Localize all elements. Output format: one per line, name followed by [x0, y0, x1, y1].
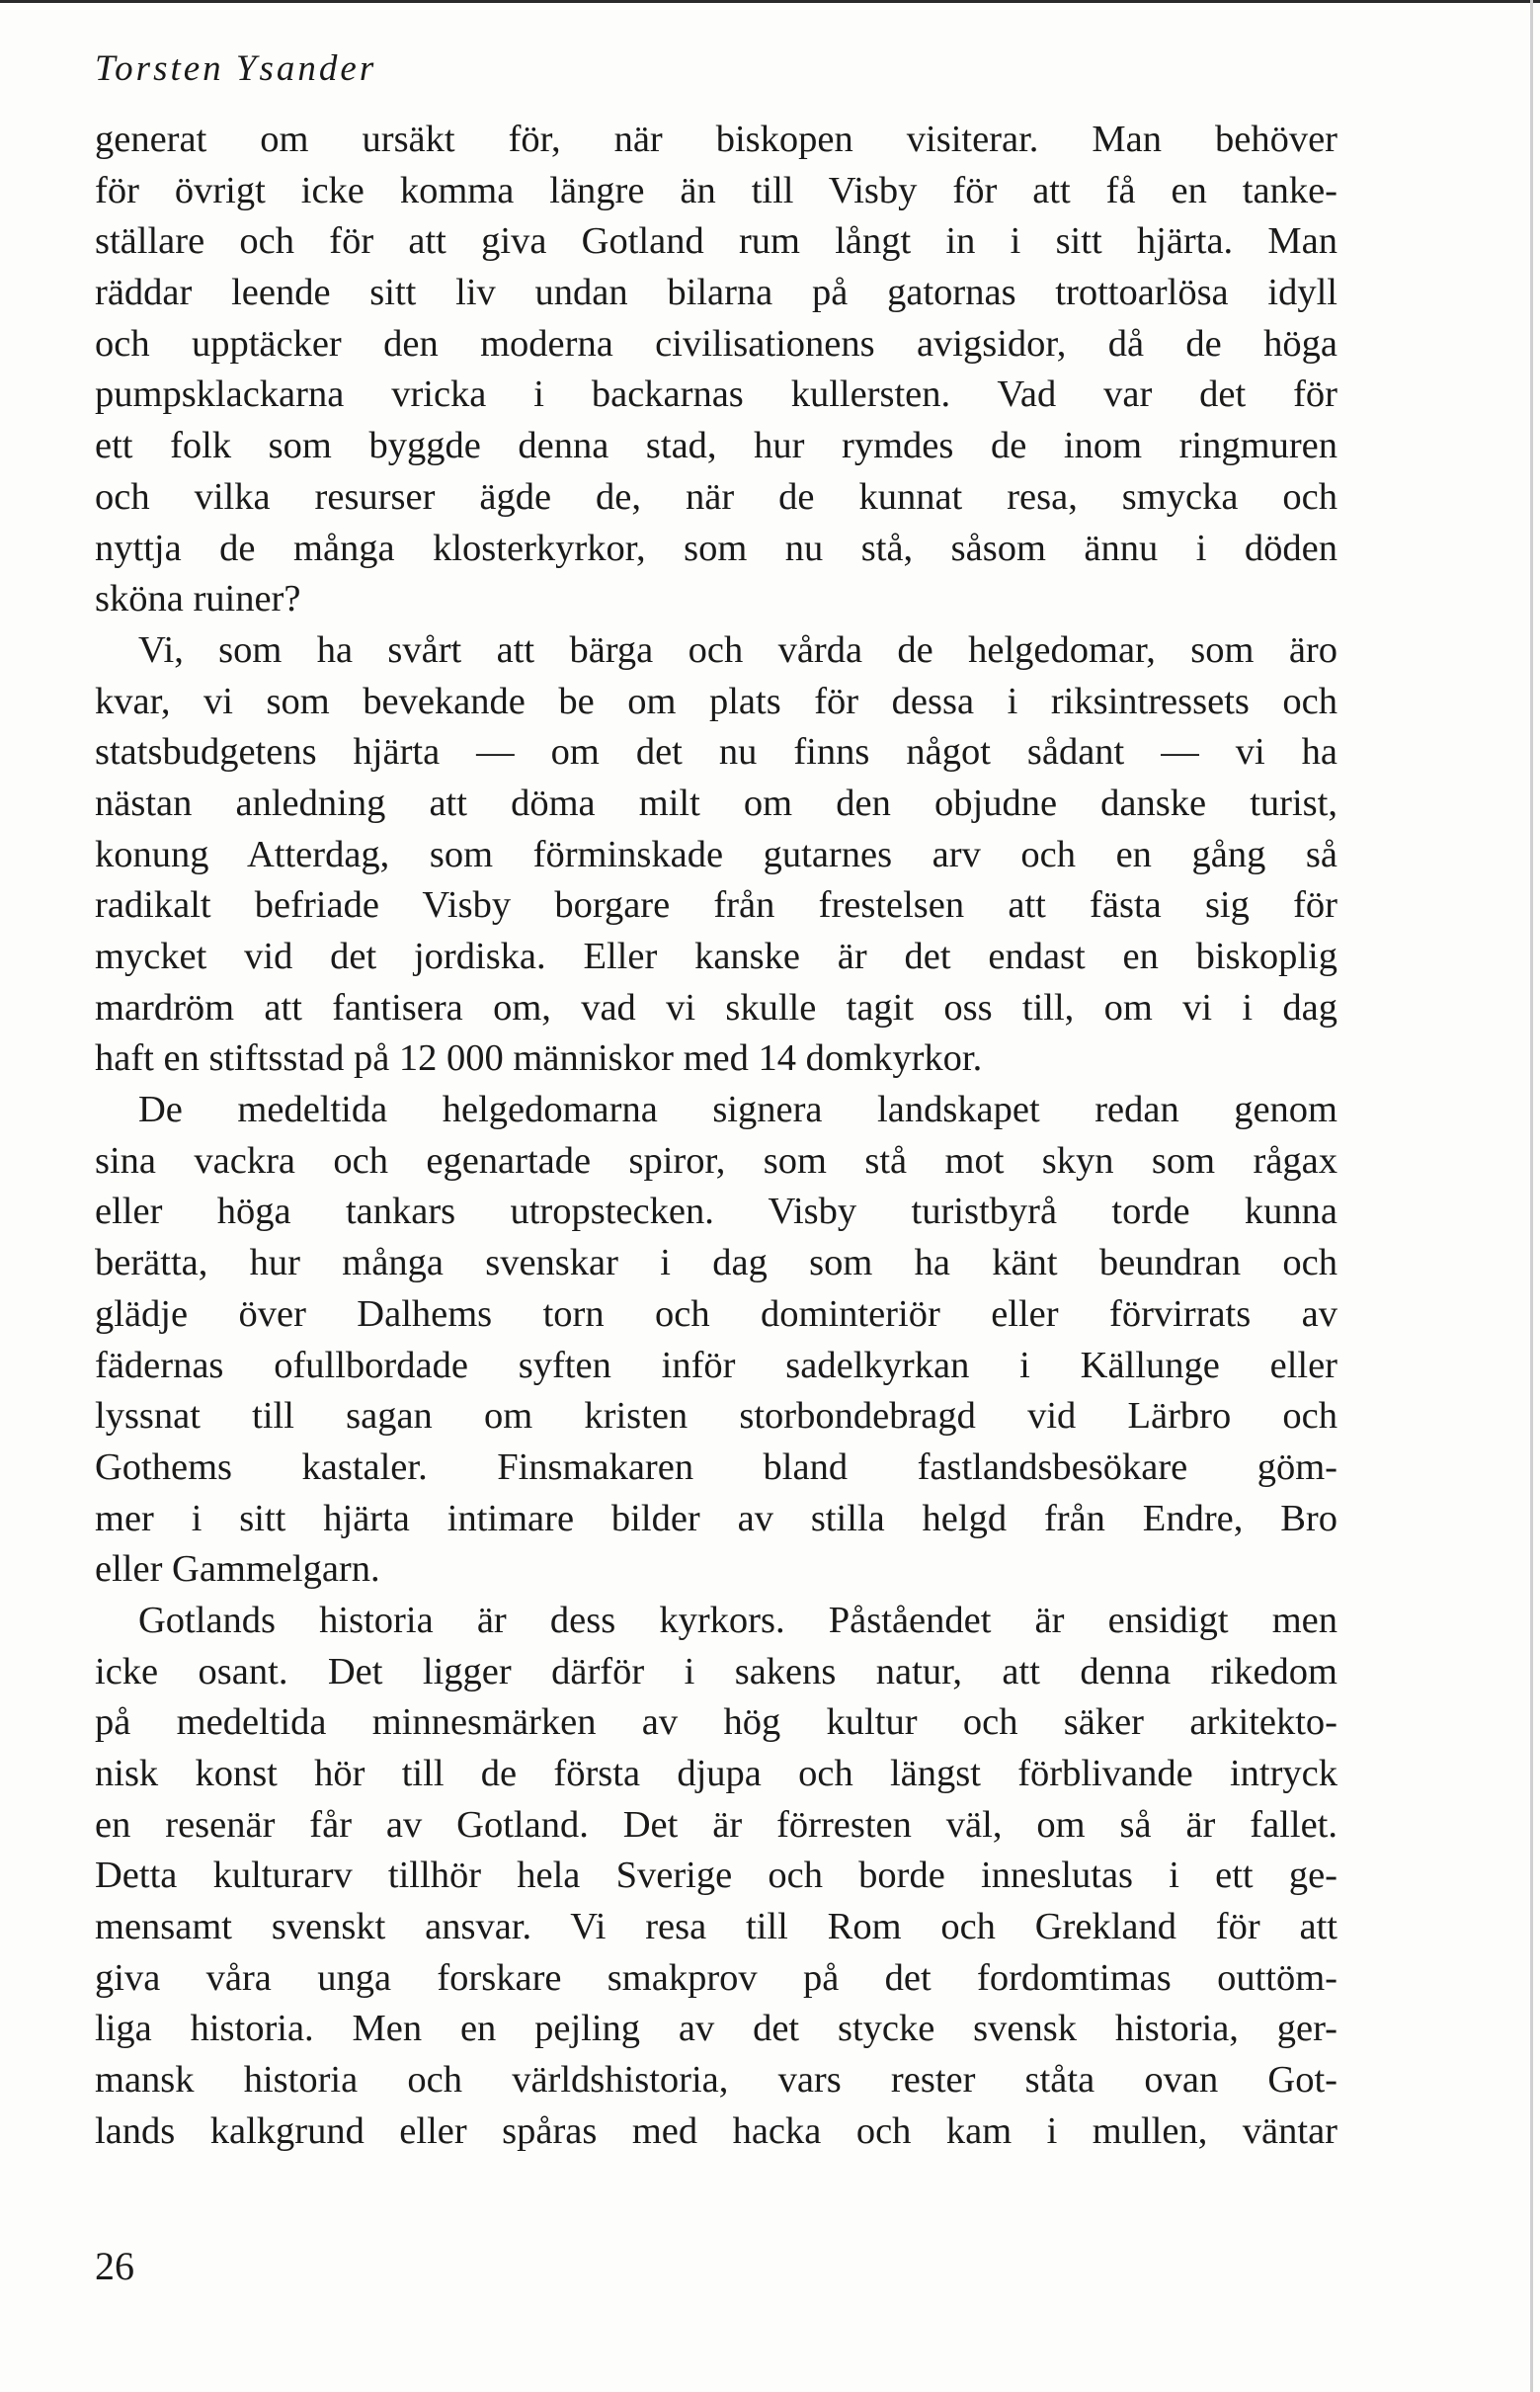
text-line: haft en stiftsstad på 12 000 människor med 14 domkyrkor. [95, 1037, 983, 1080]
page-edge [1530, 0, 1533, 2392]
text-line: kvar, vi som bevekande be om plats för dessa i riksintressets och [95, 680, 1337, 722]
text-line: lands kalkgrund eller spåras med hacka och kam i mullen, väntar [95, 2109, 1337, 2152]
text-line: De medeltida helgedomarna signera landskapet redan genom [138, 1089, 1337, 1131]
text-line: mardröm att fantisera om, vad vi skulle tagit oss till, om vi i dag [95, 986, 1337, 1029]
text-line: på medeltida minnesmärken av hög kultur och säker arkitekto- [95, 1701, 1337, 1744]
text-line: giva våra unga forskare smakprov på det fordomtimas outtöm- [95, 1956, 1337, 1999]
text-line: pumpsklackarna vricka i backarnas kullersten. Vad var det för [95, 373, 1337, 416]
page-number: 26 [95, 2244, 134, 2288]
body-text [95, 115, 1337, 2158]
text-line: nisk konst hör till de första djupa och längst förblivande intryck [95, 1753, 1337, 1794]
text-line: nästan anledning att döma milt om den objudne danske turist, [95, 782, 1337, 824]
text-line: nyttja de många klosterkyrkor, som nu stå, såsom ännu i döden [95, 527, 1337, 569]
text-line: mycket vid det jordiska. Eller kanske är det endast en biskoplig [95, 936, 1337, 977]
text-line: en resenär får av Gotland. Det är förresten väl, om så är fallet. [95, 1803, 1337, 1846]
text-line: ett folk som byggde denna stad, hur rymdes de inom ringmuren [95, 425, 1337, 467]
text-line: sina vackra och egenartade spiror, som stå mot skyn som rågax [95, 1139, 1337, 1182]
text-line: mensamt svenskt ansvar. Vi resa till Rom och Grekland för att [95, 1906, 1337, 1948]
paragraph [95, 1596, 1337, 2158]
text-line: berätta, hur många svenskar i dag som ha känt beundran och [95, 1242, 1337, 1284]
text-line: för övrigt icke komma längre än till Visby för att få en tanke- [95, 169, 1337, 211]
paragraph [95, 1085, 1337, 1596]
text-line: lyssnat till sagan om kristen storbondebragd vid Lärbro och [95, 1395, 1337, 1438]
text-line: fädernas ofullbordade syften inför sadelkyrkan i Källunge eller [95, 1344, 1337, 1386]
page-top-rule [0, 0, 1540, 3]
text-line: liga historia. Men en pejling av det stycke svensk historia, ger- [95, 2008, 1337, 2050]
text-line: och upptäcker den moderna civilisationens avigsidor, då de höga [95, 322, 1337, 365]
running-head-author: Torsten Ysander [95, 48, 377, 89]
paragraph [95, 115, 1337, 625]
text-line: Vi, som ha svårt att bärga och vårda de helgedomar, som äro [138, 628, 1337, 671]
text-line: Gotlands historia är dess kyrkors. Påståendet är ensidigt men [138, 1599, 1337, 1641]
text-line: konung Atterdag, som förminskade gutarnes arv och en gång så [95, 833, 1337, 875]
text-line: icke osant. Det ligger därför i sakens natur, att denna rikedom [95, 1650, 1337, 1692]
text-line: eller Gammelgarn. [95, 1548, 380, 1591]
text-line: Detta kulturarv tillhör hela Sverige och borde inneslutas i ett ge- [95, 1855, 1337, 1897]
text-line: ställare och för att giva Gotland rum långt in i sitt hjärta. Man [95, 220, 1337, 263]
text-line: räddar leende sitt liv undan bilarna på gatornas trottoarlösa idyll [95, 272, 1337, 314]
text-line: Gothems kastaler. Finsmakaren bland fastlandsbesökare göm- [95, 1445, 1337, 1488]
text-line: glädje över Dalhems torn och dominteriör eller förvirrats av [95, 1292, 1337, 1335]
text-line: mer i sitt hjärta intimare bilder av stilla helgd från Endre, Bro [95, 1497, 1337, 1539]
text-line: sköna ruiner? [95, 578, 301, 620]
paragraph [95, 625, 1337, 1085]
text-line: radikalt befriade Visby borgare från frestelsen att fästa sig för [95, 884, 1337, 927]
text-line: och vilka resurser ägde de, när de kunnat resa, smycka och [95, 475, 1337, 518]
text-line: statsbudgetens hjärta — om det nu finns något sådant — vi ha [95, 731, 1337, 774]
text-line: eller höga tankars utropstecken. Visby turistbyrå torde kunna [95, 1191, 1337, 1233]
text-line: mansk historia och världshistoria, vars rester ståta ovan Got- [95, 2059, 1337, 2102]
text-line: generat om ursäkt för, när biskopen visiterar. Man behöver [95, 119, 1337, 160]
